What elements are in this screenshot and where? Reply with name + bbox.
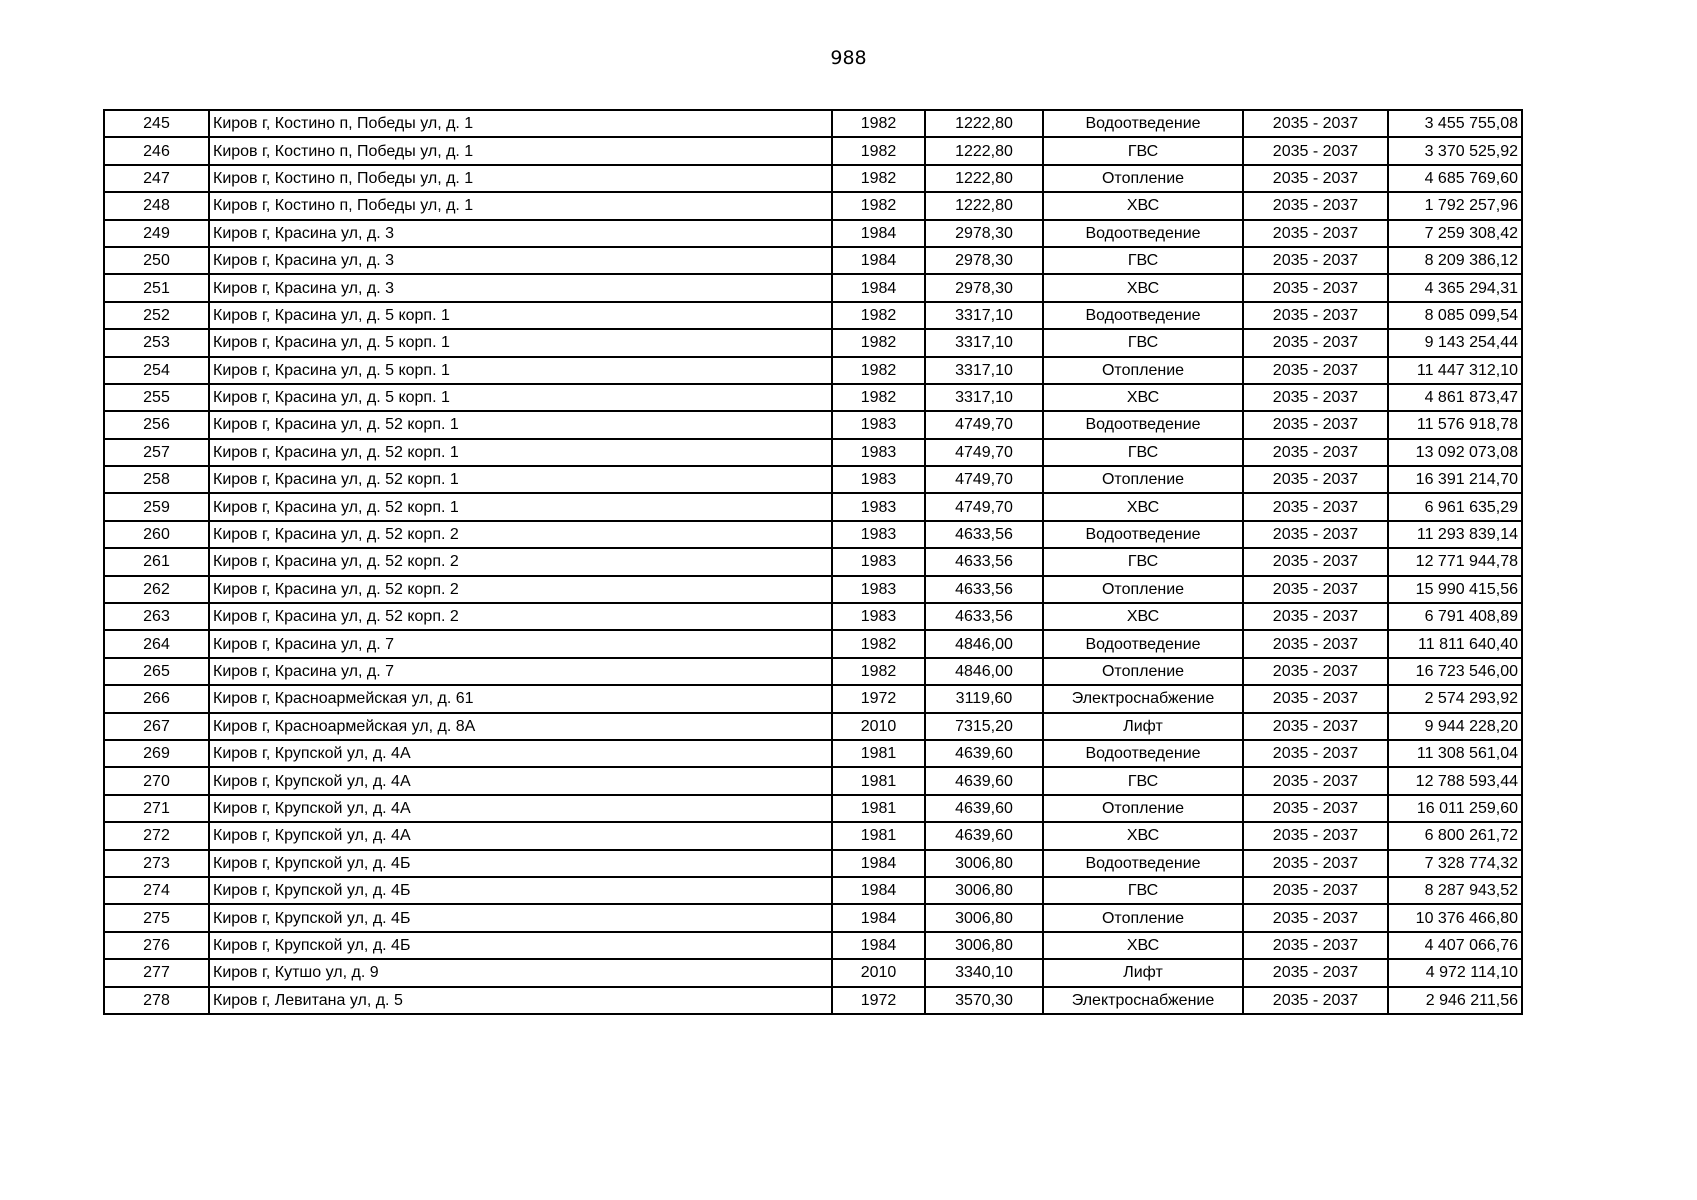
row-number: 263 [104,603,209,630]
table-row [104,576,1522,603]
work-type-cell: Водоотведение [1043,110,1243,137]
period-cell: 2035 - 2037 [1243,603,1388,630]
cost-cell: 4 685 769,60 [1388,165,1522,192]
address-cell: Киров г, Крупской ул, д. 4А [209,740,832,767]
row-number: 276 [104,932,209,959]
work-type-cell: Отопление [1043,576,1243,603]
period-cell: 2035 - 2037 [1243,685,1388,712]
year-cell: 1983 [832,603,925,630]
period-cell: 2035 - 2037 [1243,932,1388,959]
table-row [104,137,1522,164]
address-cell: Киров г, Красноармейская ул, д. 8А [209,713,832,740]
area-cell: 3006,80 [925,850,1043,877]
period-cell: 2035 - 2037 [1243,274,1388,301]
address-cell: Киров г, Крупской ул, д. 4А [209,767,832,794]
address-cell: Киров г, Красина ул, д. 52 корп. 2 [209,548,832,575]
year-cell: 1981 [832,767,925,794]
year-cell: 1982 [832,165,925,192]
year-cell: 1984 [832,220,925,247]
table-row [104,713,1522,740]
address-cell: Киров г, Красина ул, д. 5 корп. 1 [209,384,832,411]
row-number: 250 [104,247,209,274]
cost-cell: 8 085 099,54 [1388,302,1522,329]
year-cell: 1981 [832,795,925,822]
period-cell: 2035 - 2037 [1243,302,1388,329]
address-cell: Киров г, Красина ул, д. 5 корп. 1 [209,302,832,329]
year-cell: 1982 [832,384,925,411]
work-type-cell: ХВС [1043,384,1243,411]
area-cell: 4639,60 [925,740,1043,767]
work-type-cell: Водоотведение [1043,411,1243,438]
row-number: 271 [104,795,209,822]
work-type-cell: Лифт [1043,713,1243,740]
period-cell: 2035 - 2037 [1243,548,1388,575]
cost-cell: 11 576 918,78 [1388,411,1522,438]
row-number: 270 [104,767,209,794]
cost-cell: 7 259 308,42 [1388,220,1522,247]
area-cell: 3317,10 [925,384,1043,411]
year-cell: 1972 [832,685,925,712]
period-cell: 2035 - 2037 [1243,357,1388,384]
table-row [104,630,1522,657]
period-cell: 2035 - 2037 [1243,850,1388,877]
area-cell: 7315,20 [925,713,1043,740]
year-cell: 1981 [832,822,925,849]
year-cell: 1983 [832,548,925,575]
period-cell: 2035 - 2037 [1243,795,1388,822]
work-type-cell: Лифт [1043,959,1243,986]
table-row [104,165,1522,192]
period-cell: 2035 - 2037 [1243,411,1388,438]
address-cell: Киров г, Красина ул, д. 52 корп. 2 [209,603,832,630]
period-cell: 2035 - 2037 [1243,439,1388,466]
area-cell: 3006,80 [925,932,1043,959]
row-number: 261 [104,548,209,575]
table-row [104,822,1522,849]
period-cell: 2035 - 2037 [1243,220,1388,247]
row-number: 265 [104,658,209,685]
table-row [104,959,1522,986]
area-cell: 3317,10 [925,302,1043,329]
table-row [104,521,1522,548]
work-type-cell: ХВС [1043,932,1243,959]
table-row [104,603,1522,630]
row-number: 256 [104,411,209,438]
work-type-cell: Водоотведение [1043,521,1243,548]
address-cell: Киров г, Крупской ул, д. 4А [209,822,832,849]
table-row [104,658,1522,685]
area-cell: 3006,80 [925,904,1043,931]
period-cell: 2035 - 2037 [1243,767,1388,794]
cost-cell: 11 811 640,40 [1388,630,1522,657]
row-number: 258 [104,466,209,493]
address-cell: Киров г, Крупской ул, д. 4А [209,795,832,822]
work-type-cell: Отопление [1043,165,1243,192]
row-number: 247 [104,165,209,192]
year-cell: 1983 [832,466,925,493]
table-row [104,795,1522,822]
row-number: 272 [104,822,209,849]
work-type-cell: ГВС [1043,439,1243,466]
year-cell: 1982 [832,658,925,685]
cost-cell: 12 788 593,44 [1388,767,1522,794]
work-type-cell: ХВС [1043,192,1243,219]
cost-cell: 8 287 943,52 [1388,877,1522,904]
area-cell: 4846,00 [925,658,1043,685]
cost-cell: 8 209 386,12 [1388,247,1522,274]
work-type-cell: ГВС [1043,247,1243,274]
address-cell: Киров г, Красина ул, д. 52 корп. 2 [209,576,832,603]
table-row [104,877,1522,904]
address-cell: Киров г, Красина ул, д. 3 [209,274,832,301]
cost-cell: 11 293 839,14 [1388,521,1522,548]
year-cell: 1983 [832,521,925,548]
year-cell: 1982 [832,137,925,164]
table-row [104,987,1522,1014]
row-number: 255 [104,384,209,411]
work-type-cell: Электроснабжение [1043,685,1243,712]
row-number: 246 [104,137,209,164]
period-cell: 2035 - 2037 [1243,329,1388,356]
area-cell: 3119,60 [925,685,1043,712]
address-cell: Киров г, Красина ул, д. 52 корп. 1 [209,439,832,466]
year-cell: 1984 [832,274,925,301]
area-cell: 4639,60 [925,822,1043,849]
row-number: 277 [104,959,209,986]
table-row [104,357,1522,384]
period-cell: 2035 - 2037 [1243,466,1388,493]
area-cell: 1222,80 [925,137,1043,164]
work-type-cell: Водоотведение [1043,630,1243,657]
year-cell: 1982 [832,329,925,356]
work-type-cell: ГВС [1043,137,1243,164]
area-cell: 2978,30 [925,220,1043,247]
period-cell: 2035 - 2037 [1243,877,1388,904]
area-cell: 4749,70 [925,493,1043,520]
table-row [104,850,1522,877]
period-cell: 2035 - 2037 [1243,822,1388,849]
period-cell: 2035 - 2037 [1243,740,1388,767]
area-cell: 2978,30 [925,274,1043,301]
area-cell: 1222,80 [925,110,1043,137]
year-cell: 2010 [832,713,925,740]
area-cell: 4749,70 [925,411,1043,438]
period-cell: 2035 - 2037 [1243,192,1388,219]
row-number: 278 [104,987,209,1014]
row-number: 252 [104,302,209,329]
year-cell: 1982 [832,302,925,329]
row-number: 248 [104,192,209,219]
table-row [104,493,1522,520]
year-cell: 1984 [832,850,925,877]
year-cell: 1984 [832,904,925,931]
cost-cell: 3 370 525,92 [1388,137,1522,164]
period-cell: 2035 - 2037 [1243,576,1388,603]
year-cell: 1983 [832,493,925,520]
table-row [104,932,1522,959]
work-type-cell: ГВС [1043,877,1243,904]
work-type-cell: ГВС [1043,548,1243,575]
cost-cell: 6 791 408,89 [1388,603,1522,630]
period-cell: 2035 - 2037 [1243,384,1388,411]
year-cell: 1982 [832,630,925,657]
row-number: 257 [104,439,209,466]
work-type-cell: ХВС [1043,274,1243,301]
area-cell: 3317,10 [925,329,1043,356]
row-number: 273 [104,850,209,877]
row-number: 259 [104,493,209,520]
area-cell: 3570,30 [925,987,1043,1014]
work-type-cell: ХВС [1043,822,1243,849]
work-type-cell: Отопление [1043,904,1243,931]
table-row [104,302,1522,329]
period-cell: 2035 - 2037 [1243,987,1388,1014]
table-row [104,411,1522,438]
address-cell: Киров г, Костино п, Победы ул, д. 1 [209,165,832,192]
row-number: 251 [104,274,209,301]
year-cell: 1972 [832,987,925,1014]
area-cell: 4749,70 [925,466,1043,493]
year-cell: 1982 [832,357,925,384]
area-cell: 4846,00 [925,630,1043,657]
address-cell: Киров г, Кутшо ул, д. 9 [209,959,832,986]
row-number: 253 [104,329,209,356]
work-type-cell: Отопление [1043,357,1243,384]
cost-cell: 7 328 774,32 [1388,850,1522,877]
cost-cell: 13 092 073,08 [1388,439,1522,466]
table-row [104,220,1522,247]
row-number: 254 [104,357,209,384]
period-cell: 2035 - 2037 [1243,713,1388,740]
year-cell: 1981 [832,740,925,767]
period-cell: 2035 - 2037 [1243,521,1388,548]
area-cell: 1222,80 [925,192,1043,219]
year-cell: 1983 [832,439,925,466]
address-cell: Киров г, Красина ул, д. 52 корп. 2 [209,521,832,548]
period-cell: 2035 - 2037 [1243,904,1388,931]
address-cell: Киров г, Крупской ул, д. 4Б [209,904,832,931]
cost-cell: 3 455 755,08 [1388,110,1522,137]
period-cell: 2035 - 2037 [1243,630,1388,657]
address-cell: Киров г, Красина ул, д. 52 корп. 1 [209,493,832,520]
work-type-cell: Отопление [1043,795,1243,822]
table-row [104,329,1522,356]
area-cell: 3317,10 [925,357,1043,384]
address-cell: Киров г, Красина ул, д. 5 корп. 1 [209,357,832,384]
year-cell: 2010 [832,959,925,986]
cost-cell: 1 792 257,96 [1388,192,1522,219]
cost-cell: 15 990 415,56 [1388,576,1522,603]
row-number: 249 [104,220,209,247]
row-number: 264 [104,630,209,657]
address-cell: Киров г, Костино п, Победы ул, д. 1 [209,192,832,219]
work-type-cell: ГВС [1043,329,1243,356]
cost-cell: 11 447 312,10 [1388,357,1522,384]
cost-cell: 11 308 561,04 [1388,740,1522,767]
cost-cell: 9 143 254,44 [1388,329,1522,356]
work-type-cell: ГВС [1043,767,1243,794]
year-cell: 1983 [832,576,925,603]
table-row [104,548,1522,575]
area-cell: 1222,80 [925,165,1043,192]
cost-cell: 16 723 546,00 [1388,658,1522,685]
cost-cell: 6 800 261,72 [1388,822,1522,849]
period-cell: 2035 - 2037 [1243,247,1388,274]
row-number: 267 [104,713,209,740]
year-cell: 1982 [832,192,925,219]
period-cell: 2035 - 2037 [1243,493,1388,520]
work-type-cell: Водоотведение [1043,850,1243,877]
row-number: 269 [104,740,209,767]
work-type-cell: ХВС [1043,493,1243,520]
period-cell: 2035 - 2037 [1243,137,1388,164]
address-cell: Киров г, Красноармейская ул, д. 61 [209,685,832,712]
table-row [104,685,1522,712]
work-type-cell: ХВС [1043,603,1243,630]
period-cell: 2035 - 2037 [1243,165,1388,192]
address-cell: Киров г, Красина ул, д. 52 корп. 1 [209,466,832,493]
period-cell: 2035 - 2037 [1243,959,1388,986]
work-type-cell: Водоотведение [1043,220,1243,247]
period-cell: 2035 - 2037 [1243,658,1388,685]
year-cell: 1984 [832,247,925,274]
address-cell: Киров г, Красина ул, д. 7 [209,630,832,657]
address-cell: Киров г, Левитана ул, д. 5 [209,987,832,1014]
row-number: 274 [104,877,209,904]
table-row [104,740,1522,767]
work-type-cell: Водоотведение [1043,740,1243,767]
area-cell: 4633,56 [925,603,1043,630]
row-number: 260 [104,521,209,548]
row-number: 245 [104,110,209,137]
table-row [104,384,1522,411]
cost-cell: 4 861 873,47 [1388,384,1522,411]
cost-cell: 9 944 228,20 [1388,713,1522,740]
area-cell: 4749,70 [925,439,1043,466]
cost-cell: 16 391 214,70 [1388,466,1522,493]
cost-cell: 2 946 211,56 [1388,987,1522,1014]
work-type-cell: Электроснабжение [1043,987,1243,1014]
table-row [104,110,1522,137]
cost-cell: 4 407 066,76 [1388,932,1522,959]
address-cell: Киров г, Красина ул, д. 5 корп. 1 [209,329,832,356]
table-row [104,247,1522,274]
cost-cell: 4 972 114,10 [1388,959,1522,986]
registry-table [103,109,1523,1015]
cost-cell: 6 961 635,29 [1388,493,1522,520]
cost-cell: 2 574 293,92 [1388,685,1522,712]
work-type-cell: Отопление [1043,466,1243,493]
area-cell: 4639,60 [925,767,1043,794]
work-type-cell: Водоотведение [1043,302,1243,329]
table-row [104,274,1522,301]
address-cell: Киров г, Красина ул, д. 7 [209,658,832,685]
area-cell: 4633,56 [925,576,1043,603]
address-cell: Киров г, Красина ул, д. 52 корп. 1 [209,411,832,438]
table-row [104,466,1522,493]
year-cell: 1984 [832,932,925,959]
period-cell: 2035 - 2037 [1243,110,1388,137]
address-cell: Киров г, Крупской ул, д. 4Б [209,932,832,959]
area-cell: 4639,60 [925,795,1043,822]
page-number: 988 [830,47,867,69]
area-cell: 4633,56 [925,548,1043,575]
table-row [104,192,1522,219]
area-cell: 2978,30 [925,247,1043,274]
address-cell: Киров г, Красина ул, д. 3 [209,220,832,247]
address-cell: Киров г, Красина ул, д. 3 [209,247,832,274]
address-cell: Киров г, Крупской ул, д. 4Б [209,850,832,877]
address-cell: Киров г, Крупской ул, д. 4Б [209,877,832,904]
row-number: 266 [104,685,209,712]
year-cell: 1983 [832,411,925,438]
cost-cell: 12 771 944,78 [1388,548,1522,575]
row-number: 262 [104,576,209,603]
table-body [104,110,1522,1014]
year-cell: 1982 [832,110,925,137]
table-row [104,439,1522,466]
table-row [104,904,1522,931]
area-cell: 4633,56 [925,521,1043,548]
cost-cell: 4 365 294,31 [1388,274,1522,301]
table-row [104,767,1522,794]
cost-cell: 10 376 466,80 [1388,904,1522,931]
address-cell: Киров г, Костино п, Победы ул, д. 1 [209,137,832,164]
work-type-cell: Отопление [1043,658,1243,685]
area-cell: 3006,80 [925,877,1043,904]
area-cell: 3340,10 [925,959,1043,986]
row-number: 275 [104,904,209,931]
cost-cell: 16 011 259,60 [1388,795,1522,822]
address-cell: Киров г, Костино п, Победы ул, д. 1 [209,110,832,137]
year-cell: 1984 [832,877,925,904]
